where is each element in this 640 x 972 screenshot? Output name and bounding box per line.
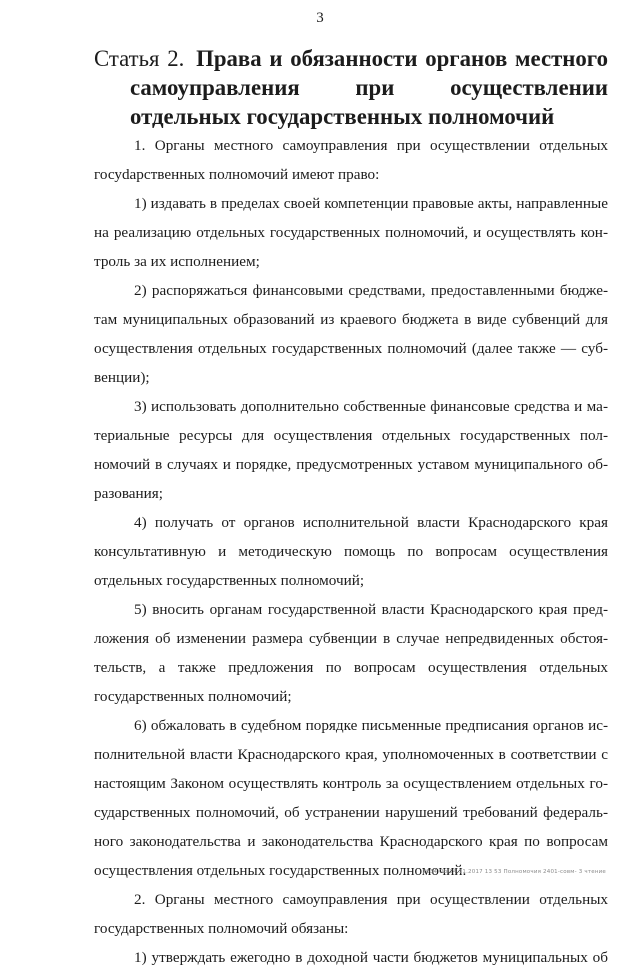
paragraph-3: 2) распоряжаться финансовыми средствами, предоставленными бюджетам муниципальных образований из краевого бюджета в виде субвенций для осуществления отдельных государственных полномочий (далее также — субвенции); — [94, 282, 608, 386]
document-footer: 2034 Ob 24.11.2017 13 53 Полномочия 2401-совм- 3 чтение — [422, 869, 606, 875]
article-label: Статья 2. — [94, 46, 185, 71]
paragraph-1: 1. Органы местного самоуправления при осуществлении отдельных госуdарственных полномочий имеют право: — [94, 137, 608, 183]
paragraph-9: 1) утверждать ежегодно в доходной части бюджетов муниципальных об — [134, 949, 608, 966]
paragraph-4: 3) использовать дополнительно собственные финансовые средства и материальные ресурсы для осуществления отдельных государственных полномочий в случаях и порядке, предусмотренных уставом муниципального образования; — [94, 398, 608, 502]
paragraph-6: 5) вносить органам государственной власти Краснодарского края предложения об изменении размера субвенции в случае непредвиденных обстоятельств, а также предложения по вопросам осуществления отдельных государственных полномочий; — [94, 601, 608, 705]
paragraph-5: 4) получать от органов исполнительной власти Краснодарского края консультативную и методическую помощь по вопросам осуществления отдельных государственных полномочий; — [94, 514, 608, 589]
paragraph-2: 1) издавать в пределах своей компетенции правовые акты, направленные на реализацию отдельных государственных полномочий, и осуществлять контроль за их исполнением; — [94, 195, 608, 270]
paragraph-7: 6) обжаловать в судебном порядке письменные предписания органов исполнительной власти Краснодарского края, уполномоченных в соответствии с настоящим Законом осуществлять контроль за осуществлением отдельных государственных полномочий, об устранении нарушений требований федерального законодательства и законодательства Краснодарского края по вопросам осуществления отдельных государственных полномочий. — [94, 717, 608, 879]
document-body — [94, 44, 608, 972]
article-heading — [94, 44, 608, 131]
paragraph-8: 2. Органы местного самоуправления при осуществлении отдельных государственных полномочий обязаны: — [94, 891, 608, 937]
page-number: 3 — [316, 10, 324, 26]
article-title: Права и обязанности органов местного самоуправления при осуществлении отдельных государственных полномочий — [130, 46, 608, 129]
